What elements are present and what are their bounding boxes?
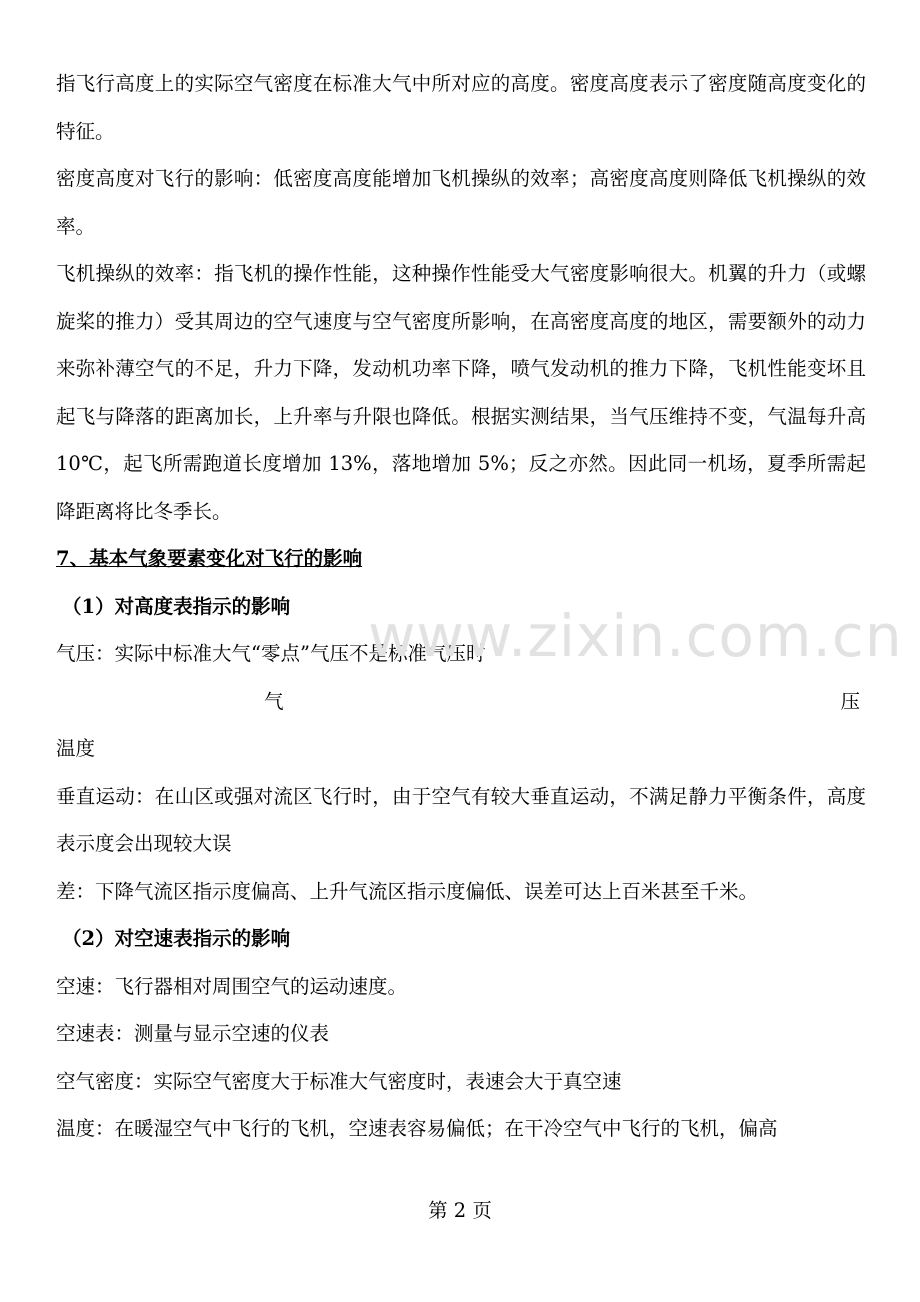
section-heading-7: 7、基本气象要素变化对飞行的影响: [56, 547, 363, 570]
line-pressure: 气压：实际中标准大气“零点”气压不是标准气压时: [56, 642, 486, 665]
line-air-density: 空气密度：实际空气密度大于标准大气密度时，表速会大于真空速: [56, 1069, 622, 1093]
subsection-heading-altimeter: （1）对高度表指示的影响: [62, 594, 291, 618]
line-vertical-error: 差：下降气流区指示度偏高、上升气流区指示度偏低、误差可达上百米甚至千米。: [56, 879, 759, 903]
split-left-char: 气: [264, 689, 284, 713]
watermark: www.zixin.com.cn: [368, 602, 903, 670]
split-right-char: 压: [840, 689, 860, 713]
line-airspeed-indicator: 空速表：测量与显示空速的仪表: [56, 1022, 330, 1045]
line-vertical-motion: 垂直运动：在山区或强对流区飞行时，由于空气有较大垂直运动，不满足静力平衡条件，高度表示度会出现较大误: [56, 784, 866, 855]
line-temperature: 温度: [56, 737, 96, 760]
split-line-pressure: [56, 678, 866, 726]
subsection-heading-airspeed: （2）对空速表指示的影响: [62, 927, 291, 950]
document-body: [56, 60, 866, 1153]
paragraph-density-altitude-effect: 密度高度对飞行的影响：低密度高度能增加飞机操纵的效率；高密度高度则降低飞机操纵的效率。: [56, 167, 866, 238]
line-airspeed-temperature: 温度：在暖湿空气中飞行的飞机，空速表容易偏低；在干冷空气中飞行的飞机，偏高: [56, 1117, 778, 1140]
page-number-footer: 第 2 页: [428, 1199, 492, 1222]
paragraph-density-altitude-definition: 指飞行高度上的实际空气密度在标准大气中所对应的高度。密度高度表示了密度随高度变化的特征。: [56, 72, 866, 143]
line-airspeed-definition: 空速：飞行器相对周围空气的运动速度。: [56, 974, 408, 998]
paragraph-control-efficiency: 飞机操纵的效率：指飞机的操作性能，这种操作性能受大气密度影响很大。机翼的升力（或螺旋桨的推力）受其周边的空气速度与空气密度所影响，在高密度高度的地区，需要额外的动力来弥补薄空气的不足，升力下降，发动机功率下降，喷气发动机的推力下降，飞机性能变坏且起飞与降落的距离加长，上升率与升限也降低。根据实测结果，当气压维持不变，气温每升高 10℃，起飞所需跑道长度增加 13%，落地增加 5%；反之亦然。因此同一机场，夏季所需起降距离将比冬季长。: [56, 262, 866, 523]
